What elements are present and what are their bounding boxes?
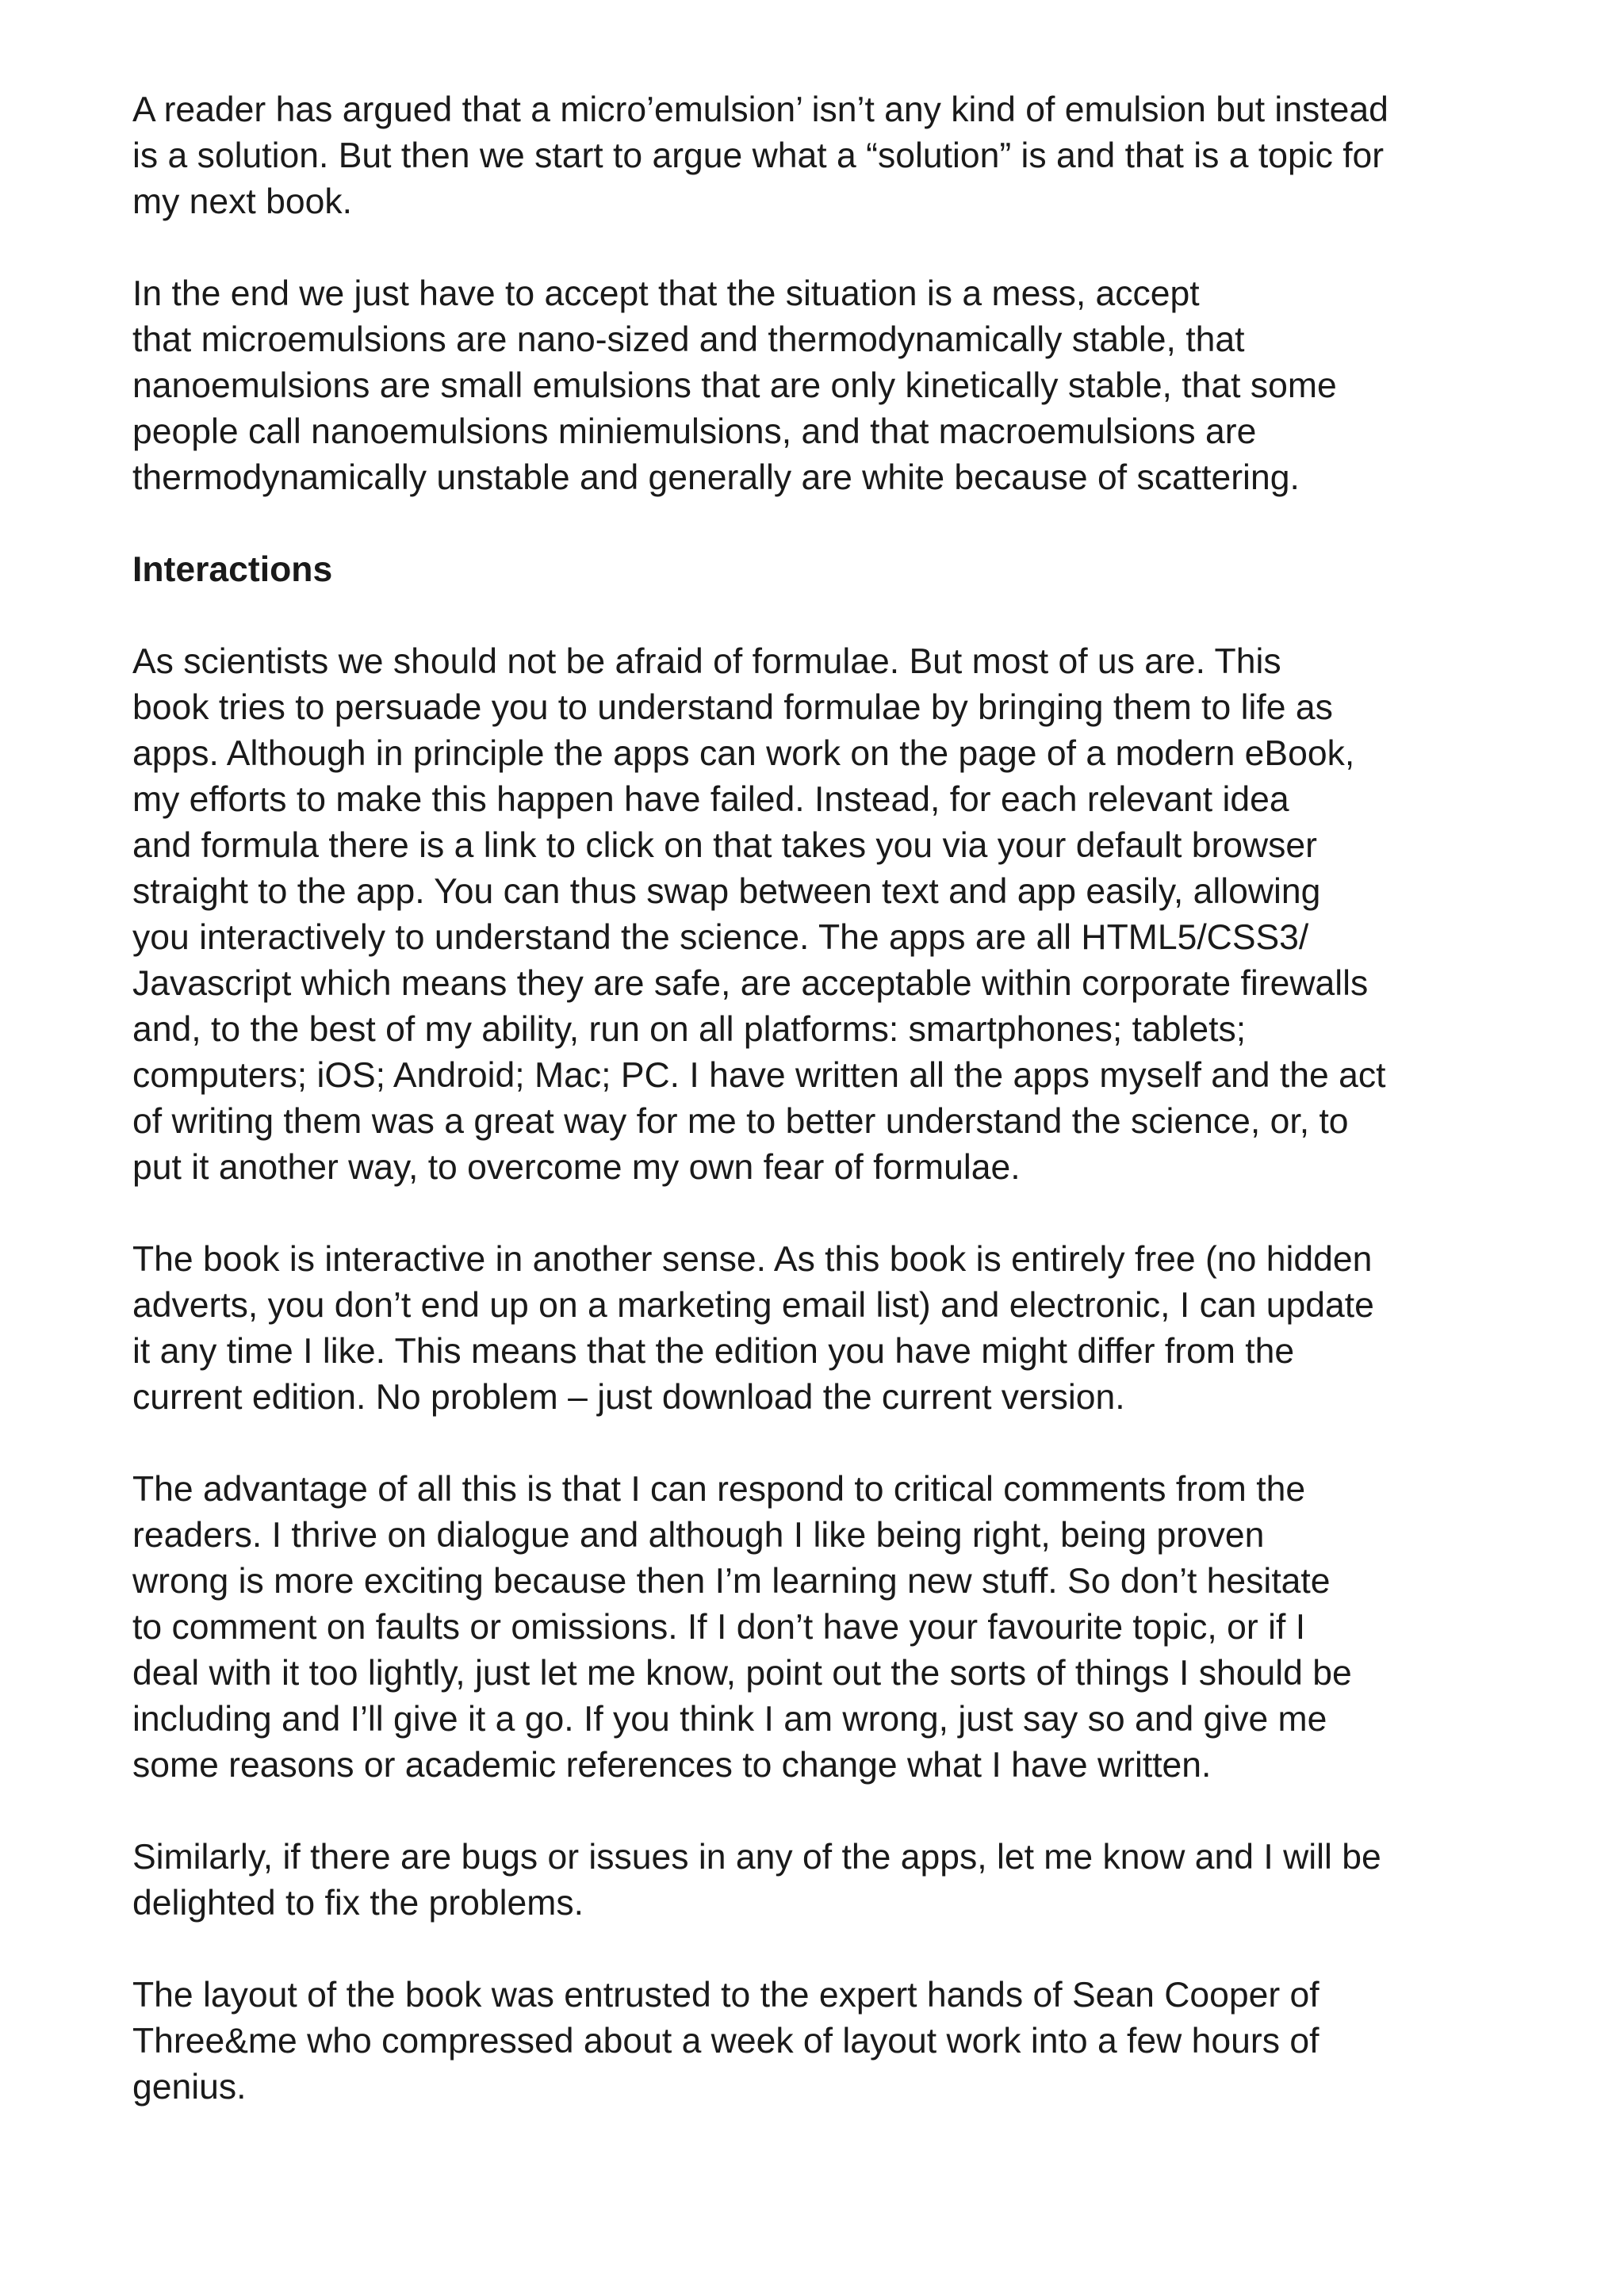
text-line: thermodynamically unstable and generally are white because of scattering. [132, 458, 1300, 497]
text-line: delighted to fix the problems. [132, 1884, 584, 1923]
document-page [132, 87, 1512, 2156]
text-line: apps. Although in principle the apps can work on the page of a modern eBook, [132, 734, 1355, 773]
text-line: readers. I thrive on dialogue and although I like being right, being proven [132, 1516, 1265, 1555]
text-line: The layout of the book was entrusted to the expert hands of Sean Cooper of [132, 1976, 1320, 2015]
text-line: to comment on faults or omissions. If I don’t have your favourite topic, or if I [132, 1608, 1306, 1647]
text-line: Three&me who compressed about a week of layout work into a few hours of [132, 2022, 1320, 2061]
paragraph-layout-credit [132, 1973, 1512, 2110]
text-line: and formula there is a link to click on that takes you via your default browser [132, 826, 1317, 865]
text-line: As scientists we should not be afraid of formulae. But most of us are. This [132, 642, 1281, 681]
text-line: computers; iOS; Android; Mac; PC. I have written all the apps myself and the act [132, 1056, 1386, 1095]
paragraph-bugs-issues [132, 1835, 1512, 1927]
text-line: current edition. No problem – just download the current version. [132, 1378, 1125, 1417]
text-line: The book is interactive in another sense. As this book is entirely free (no hidden [132, 1240, 1373, 1279]
text-line: my next book. [132, 182, 353, 221]
text-line: that microemulsions are nano-sized and thermodynamically stable, that [132, 320, 1245, 359]
text-line: it any time I like. This means that the edition you have might differ from the [132, 1332, 1295, 1371]
paragraph-situation-mess [132, 271, 1512, 501]
text-line: nanoemulsions are small emulsions that are only kinetically stable, that some [132, 366, 1337, 405]
text-line: my efforts to make this happen have failed. Instead, for each relevant idea [132, 780, 1289, 819]
text-line: Similarly, if there are bugs or issues in any of the apps, let me know and I will be [132, 1838, 1381, 1877]
text-line: put it another way, to overcome my own fear of formulae. [132, 1148, 1021, 1187]
text-line: wrong is more exciting because then I’m learning new stuff. So don’t hesitate [132, 1562, 1331, 1601]
paragraph-critical-comments [132, 1467, 1512, 1789]
paragraph-formulae-apps [132, 639, 1512, 1191]
text-line: book tries to persuade you to understand formulae by bringing them to life as [132, 688, 1333, 727]
text-line: is a solution. But then we start to argue what a “solution” is and that is a topic for [132, 136, 1385, 175]
text-line: A reader has argued that a micro’emulsion’ isn’t any kind of emulsion but instead [132, 90, 1388, 129]
paragraph-microemulsion-argument [132, 87, 1512, 225]
text-line: Javascript which means they are safe, are acceptable within corporate firewalls [132, 964, 1369, 1003]
text-line: you interactively to understand the science. The apps are all HTML5/CSS3/ [132, 918, 1309, 957]
text-line: adverts, you don’t end up on a marketing email list) and electronic, I can update [132, 1286, 1374, 1325]
paragraph-interactive-sense [132, 1237, 1512, 1421]
text-line: including and I’ll give it a go. If you think I am wrong, just say so and give me [132, 1700, 1327, 1739]
text-line: of writing them was a great way for me to better understand the science, or, to [132, 1102, 1349, 1141]
text-line: genius. [132, 2068, 247, 2107]
text-line: The advantage of all this is that I can respond to critical comments from the [132, 1470, 1306, 1509]
text-line: and, to the best of my ability, run on all platforms: smartphones; tablets; [132, 1010, 1247, 1049]
text-line: straight to the app. You can thus swap between text and app easily, allowing [132, 872, 1321, 911]
text-line: some reasons or academic references to change what I have written. [132, 1746, 1212, 1785]
text-line: In the end we just have to accept that the situation is a mess, accept [132, 274, 1200, 313]
text-line: people call nanoemulsions miniemulsions, and that macroemulsions are [132, 412, 1257, 451]
section-heading-interactions: Interactions [132, 550, 333, 589]
text-line: deal with it too lightly, just let me know, point out the sorts of things I should be [132, 1654, 1352, 1693]
